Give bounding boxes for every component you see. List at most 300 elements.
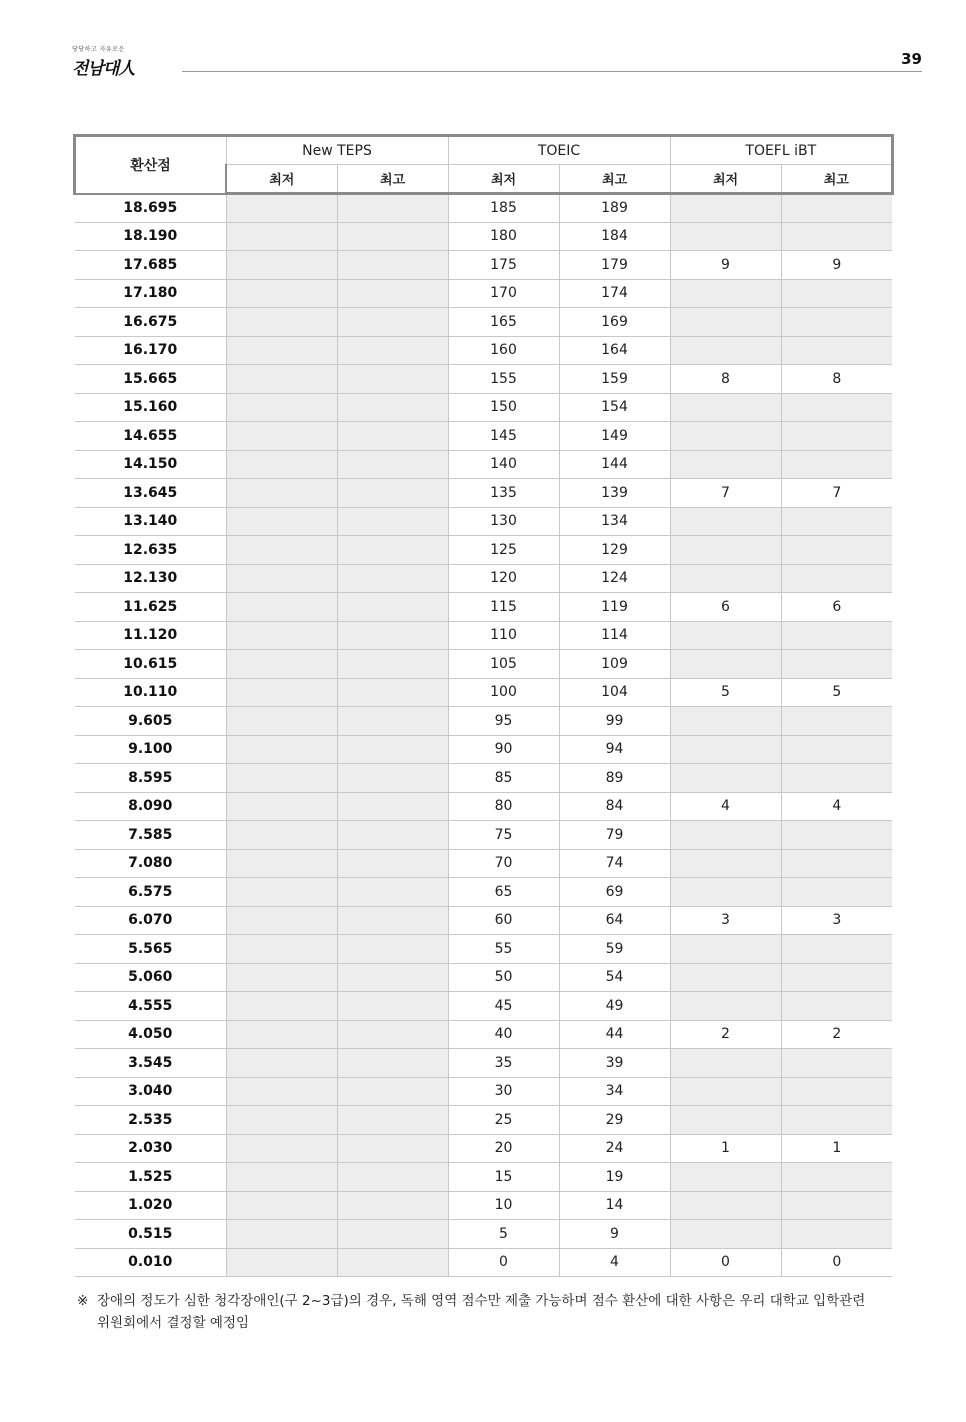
cell-conv: 5.060: [75, 963, 226, 992]
cell-teps-min: [226, 1163, 337, 1192]
cell-teps-min: [226, 1134, 337, 1163]
cell-toefl-min: [670, 564, 781, 593]
cell-toeic-min: 120: [448, 564, 559, 593]
cell-teps-max: [337, 764, 448, 793]
cell-teps-min: [226, 735, 337, 764]
cell-teps-min: [226, 564, 337, 593]
cell-teps-min: [226, 678, 337, 707]
cell-toefl-max: 0: [781, 1248, 892, 1277]
cell-teps-max: [337, 1134, 448, 1163]
cell-toefl-max: [781, 1077, 892, 1106]
cell-teps-min: [226, 650, 337, 679]
cell-toeic-max: 184: [559, 222, 670, 251]
table-row: [75, 393, 892, 422]
cell-teps-min: [226, 393, 337, 422]
page-header: [72, 44, 922, 79]
cell-toefl-min: 0: [670, 1248, 781, 1277]
cell-teps-min: [226, 536, 337, 565]
cell-toeic-max: 109: [559, 650, 670, 679]
cell-teps-min: [226, 365, 337, 394]
cell-toeic-min: 150: [448, 393, 559, 422]
cell-conv: 18.190: [75, 222, 226, 251]
cell-conv: 9.100: [75, 735, 226, 764]
cell-teps-max: [337, 735, 448, 764]
cell-conv: 13.645: [75, 479, 226, 508]
cell-toefl-max: [781, 1220, 892, 1249]
cell-teps-max: [337, 450, 448, 479]
header-teps-max: 최고: [337, 165, 448, 194]
header-rule: [182, 71, 922, 72]
cell-teps-min: [226, 507, 337, 536]
cell-teps-min: [226, 193, 337, 222]
cell-teps-max: [337, 422, 448, 451]
cell-teps-min: [226, 849, 337, 878]
cell-toefl-min: 6: [670, 593, 781, 622]
cell-conv: 15.160: [75, 393, 226, 422]
table-row: [75, 193, 892, 222]
cell-teps-max: [337, 1248, 448, 1277]
cell-teps-max: [337, 935, 448, 964]
cell-teps-max: [337, 593, 448, 622]
cell-toeic-max: 59: [559, 935, 670, 964]
cell-toefl-max: [781, 422, 892, 451]
cell-conv: 1.525: [75, 1163, 226, 1192]
table-body: [75, 193, 892, 1277]
cell-toeic-min: 100: [448, 678, 559, 707]
cell-toeic-max: 94: [559, 735, 670, 764]
cell-teps-min: [226, 764, 337, 793]
cell-toeic-max: 9: [559, 1220, 670, 1249]
cell-teps-min: [226, 935, 337, 964]
cell-toeic-max: 24: [559, 1134, 670, 1163]
table-row: [75, 279, 892, 308]
cell-conv: 16.170: [75, 336, 226, 365]
cell-toefl-max: [781, 935, 892, 964]
cell-toefl-max: [781, 222, 892, 251]
cell-toefl-min: [670, 963, 781, 992]
cell-teps-min: [226, 308, 337, 337]
cell-toefl-max: [781, 764, 892, 793]
cell-toefl-min: [670, 336, 781, 365]
table-row: [75, 735, 892, 764]
cell-toeic-max: 119: [559, 593, 670, 622]
cell-toeic-min: 15: [448, 1163, 559, 1192]
cell-toefl-min: [670, 393, 781, 422]
cell-teps-min: [226, 792, 337, 821]
cell-teps-max: [337, 621, 448, 650]
cell-toeic-min: 25: [448, 1106, 559, 1135]
table-row: [75, 707, 892, 736]
cell-toeic-min: 65: [448, 878, 559, 907]
cell-toeic-min: 50: [448, 963, 559, 992]
table-row: [75, 1049, 892, 1078]
cell-toeic-min: 165: [448, 308, 559, 337]
cell-teps-max: [337, 479, 448, 508]
cell-toeic-min: 185: [448, 193, 559, 222]
cell-teps-min: [226, 251, 337, 280]
cell-toefl-min: [670, 849, 781, 878]
cell-toeic-min: 45: [448, 992, 559, 1021]
cell-conv: 14.655: [75, 422, 226, 451]
cell-toefl-max: [781, 308, 892, 337]
cell-toeic-max: 114: [559, 621, 670, 650]
cell-toefl-min: 2: [670, 1020, 781, 1049]
table-row: [75, 935, 892, 964]
cell-conv: 16.675: [75, 308, 226, 337]
cell-teps-min: [226, 1020, 337, 1049]
cell-toefl-max: [781, 536, 892, 565]
cell-teps-max: [337, 507, 448, 536]
cell-toefl-min: [670, 821, 781, 850]
cell-toeic-min: 175: [448, 251, 559, 280]
cell-toeic-min: 140: [448, 450, 559, 479]
cell-toeic-max: 169: [559, 308, 670, 337]
table-row: [75, 1106, 892, 1135]
table-row: [75, 1077, 892, 1106]
cell-toefl-min: [670, 935, 781, 964]
cell-teps-min: [226, 1049, 337, 1078]
cell-toeic-max: 159: [559, 365, 670, 394]
cell-toeic-max: 129: [559, 536, 670, 565]
footnote: [77, 1290, 897, 1334]
cell-toefl-max: [781, 564, 892, 593]
cell-teps-min: [226, 1220, 337, 1249]
cell-toefl-max: 6: [781, 593, 892, 622]
cell-toefl-max: [781, 849, 892, 878]
header-converted-score: 환산점: [75, 136, 226, 193]
header-toefl-max: 최고: [781, 165, 892, 194]
cell-teps-max: [337, 1049, 448, 1078]
cell-toeic-max: 74: [559, 849, 670, 878]
cell-conv: 6.070: [75, 906, 226, 935]
cell-teps-min: [226, 222, 337, 251]
cell-toeic-min: 5: [448, 1220, 559, 1249]
cell-conv: 2.535: [75, 1106, 226, 1135]
cell-toefl-min: [670, 878, 781, 907]
cell-conv: 4.555: [75, 992, 226, 1021]
cell-toeic-min: 20: [448, 1134, 559, 1163]
cell-toefl-max: 9: [781, 251, 892, 280]
cell-toefl-min: [670, 308, 781, 337]
cell-teps-max: [337, 336, 448, 365]
cell-toefl-min: [670, 650, 781, 679]
cell-toefl-min: [670, 992, 781, 1021]
cell-toeic-max: 44: [559, 1020, 670, 1049]
cell-toeic-max: 4: [559, 1248, 670, 1277]
cell-teps-max: [337, 536, 448, 565]
cell-toeic-min: 85: [448, 764, 559, 793]
cell-toefl-max: [781, 821, 892, 850]
table-row: [75, 422, 892, 451]
cell-teps-max: [337, 906, 448, 935]
cell-conv: 14.150: [75, 450, 226, 479]
cell-conv: 11.625: [75, 593, 226, 622]
cell-toefl-max: [781, 1049, 892, 1078]
cell-toefl-max: [781, 1191, 892, 1220]
cell-conv: 8.090: [75, 792, 226, 821]
table-row: [75, 906, 892, 935]
cell-teps-max: [337, 222, 448, 251]
cell-toefl-max: 1: [781, 1134, 892, 1163]
cell-teps-min: [226, 422, 337, 451]
cell-teps-min: [226, 821, 337, 850]
cell-toeic-max: 29: [559, 1106, 670, 1135]
table-row: [75, 650, 892, 679]
header-toeic-max: 최고: [559, 165, 670, 194]
cell-teps-min: [226, 621, 337, 650]
cell-toeic-min: 70: [448, 849, 559, 878]
cell-toefl-max: [781, 336, 892, 365]
table-row: [75, 878, 892, 907]
table-row: [75, 1220, 892, 1249]
page-number: 39: [901, 50, 922, 68]
cell-toeic-max: 139: [559, 479, 670, 508]
cell-toeic-max: 19: [559, 1163, 670, 1192]
cell-toefl-min: 9: [670, 251, 781, 280]
table-row: [75, 365, 892, 394]
cell-teps-max: [337, 1020, 448, 1049]
cell-toeic-min: 145: [448, 422, 559, 451]
cell-teps-max: [337, 365, 448, 394]
cell-toefl-max: 4: [781, 792, 892, 821]
cell-toefl-min: 5: [670, 678, 781, 707]
footnote-line-2: 위원회에서 결정할 예정임: [97, 1315, 250, 1331]
table-row: [75, 308, 892, 337]
table-row: [75, 536, 892, 565]
cell-toeic-min: 110: [448, 621, 559, 650]
cell-teps-max: [337, 564, 448, 593]
table-row: [75, 1163, 892, 1192]
cell-toefl-min: [670, 1077, 781, 1106]
cell-toeic-max: 174: [559, 279, 670, 308]
cell-toeic-min: 0: [448, 1248, 559, 1277]
cell-toeic-max: 104: [559, 678, 670, 707]
cell-toeic-max: 154: [559, 393, 670, 422]
table-row: [75, 849, 892, 878]
cell-toefl-max: [781, 621, 892, 650]
cell-toeic-max: 34: [559, 1077, 670, 1106]
cell-toefl-min: [670, 764, 781, 793]
cell-teps-min: [226, 1191, 337, 1220]
cell-toefl-min: [670, 279, 781, 308]
cell-toefl-min: [670, 735, 781, 764]
cell-conv: 1.020: [75, 1191, 226, 1220]
cell-teps-max: [337, 308, 448, 337]
cell-toefl-min: [670, 222, 781, 251]
header-teps-min: 최저: [226, 165, 337, 194]
cell-teps-max: [337, 963, 448, 992]
cell-toefl-max: [781, 393, 892, 422]
cell-toefl-max: 2: [781, 1020, 892, 1049]
cell-toeic-max: 39: [559, 1049, 670, 1078]
cell-toeic-min: 135: [448, 479, 559, 508]
cell-teps-max: [337, 992, 448, 1021]
cell-teps-max: [337, 1106, 448, 1135]
cell-toeic-max: 149: [559, 422, 670, 451]
table-row: [75, 1020, 892, 1049]
cell-conv: 12.130: [75, 564, 226, 593]
cell-teps-max: [337, 1077, 448, 1106]
cell-toefl-min: [670, 1049, 781, 1078]
cell-toefl-max: [781, 1163, 892, 1192]
cell-toeic-min: 170: [448, 279, 559, 308]
cell-toefl-max: [781, 878, 892, 907]
cell-toeic-max: 54: [559, 963, 670, 992]
cell-teps-max: [337, 707, 448, 736]
cell-toefl-min: [670, 707, 781, 736]
table-row: [75, 507, 892, 536]
cell-teps-max: [337, 821, 448, 850]
cell-teps-max: [337, 849, 448, 878]
cell-toefl-min: [670, 193, 781, 222]
cell-toefl-min: [670, 1106, 781, 1135]
cell-toefl-max: 7: [781, 479, 892, 508]
cell-toeic-max: 144: [559, 450, 670, 479]
cell-toeic-min: 160: [448, 336, 559, 365]
cell-toefl-min: [670, 1220, 781, 1249]
cell-toefl-max: [781, 707, 892, 736]
cell-teps-max: [337, 193, 448, 222]
cell-toeic-max: 84: [559, 792, 670, 821]
cell-toeic-max: 14: [559, 1191, 670, 1220]
cell-toeic-max: 164: [559, 336, 670, 365]
cell-teps-min: [226, 878, 337, 907]
cell-toeic-max: 69: [559, 878, 670, 907]
footnote-line-1: 장애의 정도가 심한 청각장애인(구 2~3급)의 경우, 독해 영역 점수만 제출 가능하며 점수 환산에 대한 사항은 우리 대학교 입학관련: [97, 1293, 866, 1309]
cell-toeic-min: 90: [448, 735, 559, 764]
cell-toefl-min: [670, 1163, 781, 1192]
cell-conv: 4.050: [75, 1020, 226, 1049]
cell-toefl-max: 3: [781, 906, 892, 935]
cell-teps-max: [337, 1163, 448, 1192]
cell-toefl-max: [781, 992, 892, 1021]
cell-teps-min: [226, 906, 337, 935]
cell-teps-min: [226, 279, 337, 308]
cell-toefl-min: [670, 422, 781, 451]
cell-teps-min: [226, 1106, 337, 1135]
university-logo: 전남대人: [72, 59, 135, 79]
cell-toefl-max: [781, 1106, 892, 1135]
cell-toeic-min: 180: [448, 222, 559, 251]
cell-toeic-max: 124: [559, 564, 670, 593]
cell-teps-max: [337, 279, 448, 308]
cell-toefl-min: [670, 507, 781, 536]
cell-teps-max: [337, 792, 448, 821]
cell-teps-min: [226, 992, 337, 1021]
cell-conv: 18.695: [75, 193, 226, 222]
cell-toefl-min: 4: [670, 792, 781, 821]
cell-toefl-max: [781, 963, 892, 992]
cell-teps-min: [226, 1077, 337, 1106]
cell-toefl-min: 1: [670, 1134, 781, 1163]
table-row: [75, 764, 892, 793]
cell-toeic-min: 115: [448, 593, 559, 622]
cell-toeic-min: 10: [448, 1191, 559, 1220]
cell-toeic-min: 75: [448, 821, 559, 850]
cell-teps-min: [226, 707, 337, 736]
cell-toeic-max: 134: [559, 507, 670, 536]
header-toeic: TOEIC: [448, 136, 670, 165]
cell-teps-max: [337, 678, 448, 707]
cell-toefl-max: [781, 450, 892, 479]
cell-conv: 6.575: [75, 878, 226, 907]
table-row: [75, 450, 892, 479]
cell-conv: 0.010: [75, 1248, 226, 1277]
cell-conv: 7.080: [75, 849, 226, 878]
header-toefl-ibt: TOEFL iBT: [670, 136, 892, 165]
cell-conv: 5.565: [75, 935, 226, 964]
table-row: [75, 1248, 892, 1277]
cell-teps-max: [337, 1191, 448, 1220]
cell-teps-min: [226, 593, 337, 622]
cell-conv: 9.605: [75, 707, 226, 736]
cell-toefl-max: [781, 650, 892, 679]
cell-toeic-max: 99: [559, 707, 670, 736]
cell-toeic-min: 60: [448, 906, 559, 935]
cell-conv: 15.665: [75, 365, 226, 394]
cell-toeic-max: 189: [559, 193, 670, 222]
cell-toeic-min: 95: [448, 707, 559, 736]
cell-toefl-max: [781, 507, 892, 536]
cell-conv: 12.635: [75, 536, 226, 565]
cell-teps-min: [226, 479, 337, 508]
cell-teps-min: [226, 450, 337, 479]
footnote-mark: ※: [77, 1293, 89, 1309]
cell-toeic-max: 89: [559, 764, 670, 793]
cell-conv: 8.595: [75, 764, 226, 793]
cell-conv: 7.585: [75, 821, 226, 850]
cell-toefl-min: 7: [670, 479, 781, 508]
cell-conv: 17.685: [75, 251, 226, 280]
table-row: [75, 222, 892, 251]
cell-teps-min: [226, 336, 337, 365]
table-row: [75, 1134, 892, 1163]
cell-toefl-min: [670, 450, 781, 479]
cell-toefl-max: 8: [781, 365, 892, 394]
cell-conv: 10.110: [75, 678, 226, 707]
header-toeic-min: 최저: [448, 165, 559, 194]
cell-toefl-min: [670, 536, 781, 565]
table-row: [75, 336, 892, 365]
table-row: [75, 479, 892, 508]
cell-toefl-min: [670, 621, 781, 650]
table-row: [75, 992, 892, 1021]
cell-conv: 2.030: [75, 1134, 226, 1163]
cell-teps-min: [226, 1248, 337, 1277]
table-row: [75, 564, 892, 593]
cell-toefl-min: 8: [670, 365, 781, 394]
cell-teps-max: [337, 393, 448, 422]
cell-conv: 0.515: [75, 1220, 226, 1249]
cell-teps-min: [226, 963, 337, 992]
cell-conv: 10.615: [75, 650, 226, 679]
table-row: [75, 1191, 892, 1220]
cell-conv: 3.545: [75, 1049, 226, 1078]
cell-toeic-min: 105: [448, 650, 559, 679]
cell-toeic-min: 155: [448, 365, 559, 394]
cell-teps-max: [337, 878, 448, 907]
cell-toeic-max: 64: [559, 906, 670, 935]
cell-toeic-min: 30: [448, 1077, 559, 1106]
cell-teps-max: [337, 1220, 448, 1249]
table-row: [75, 593, 892, 622]
cell-toefl-max: [781, 193, 892, 222]
score-conversion-table: [74, 135, 893, 1277]
cell-toeic-min: 35: [448, 1049, 559, 1078]
header-new-teps: New TEPS: [226, 136, 448, 165]
cell-toeic-max: 79: [559, 821, 670, 850]
cell-conv: 3.040: [75, 1077, 226, 1106]
